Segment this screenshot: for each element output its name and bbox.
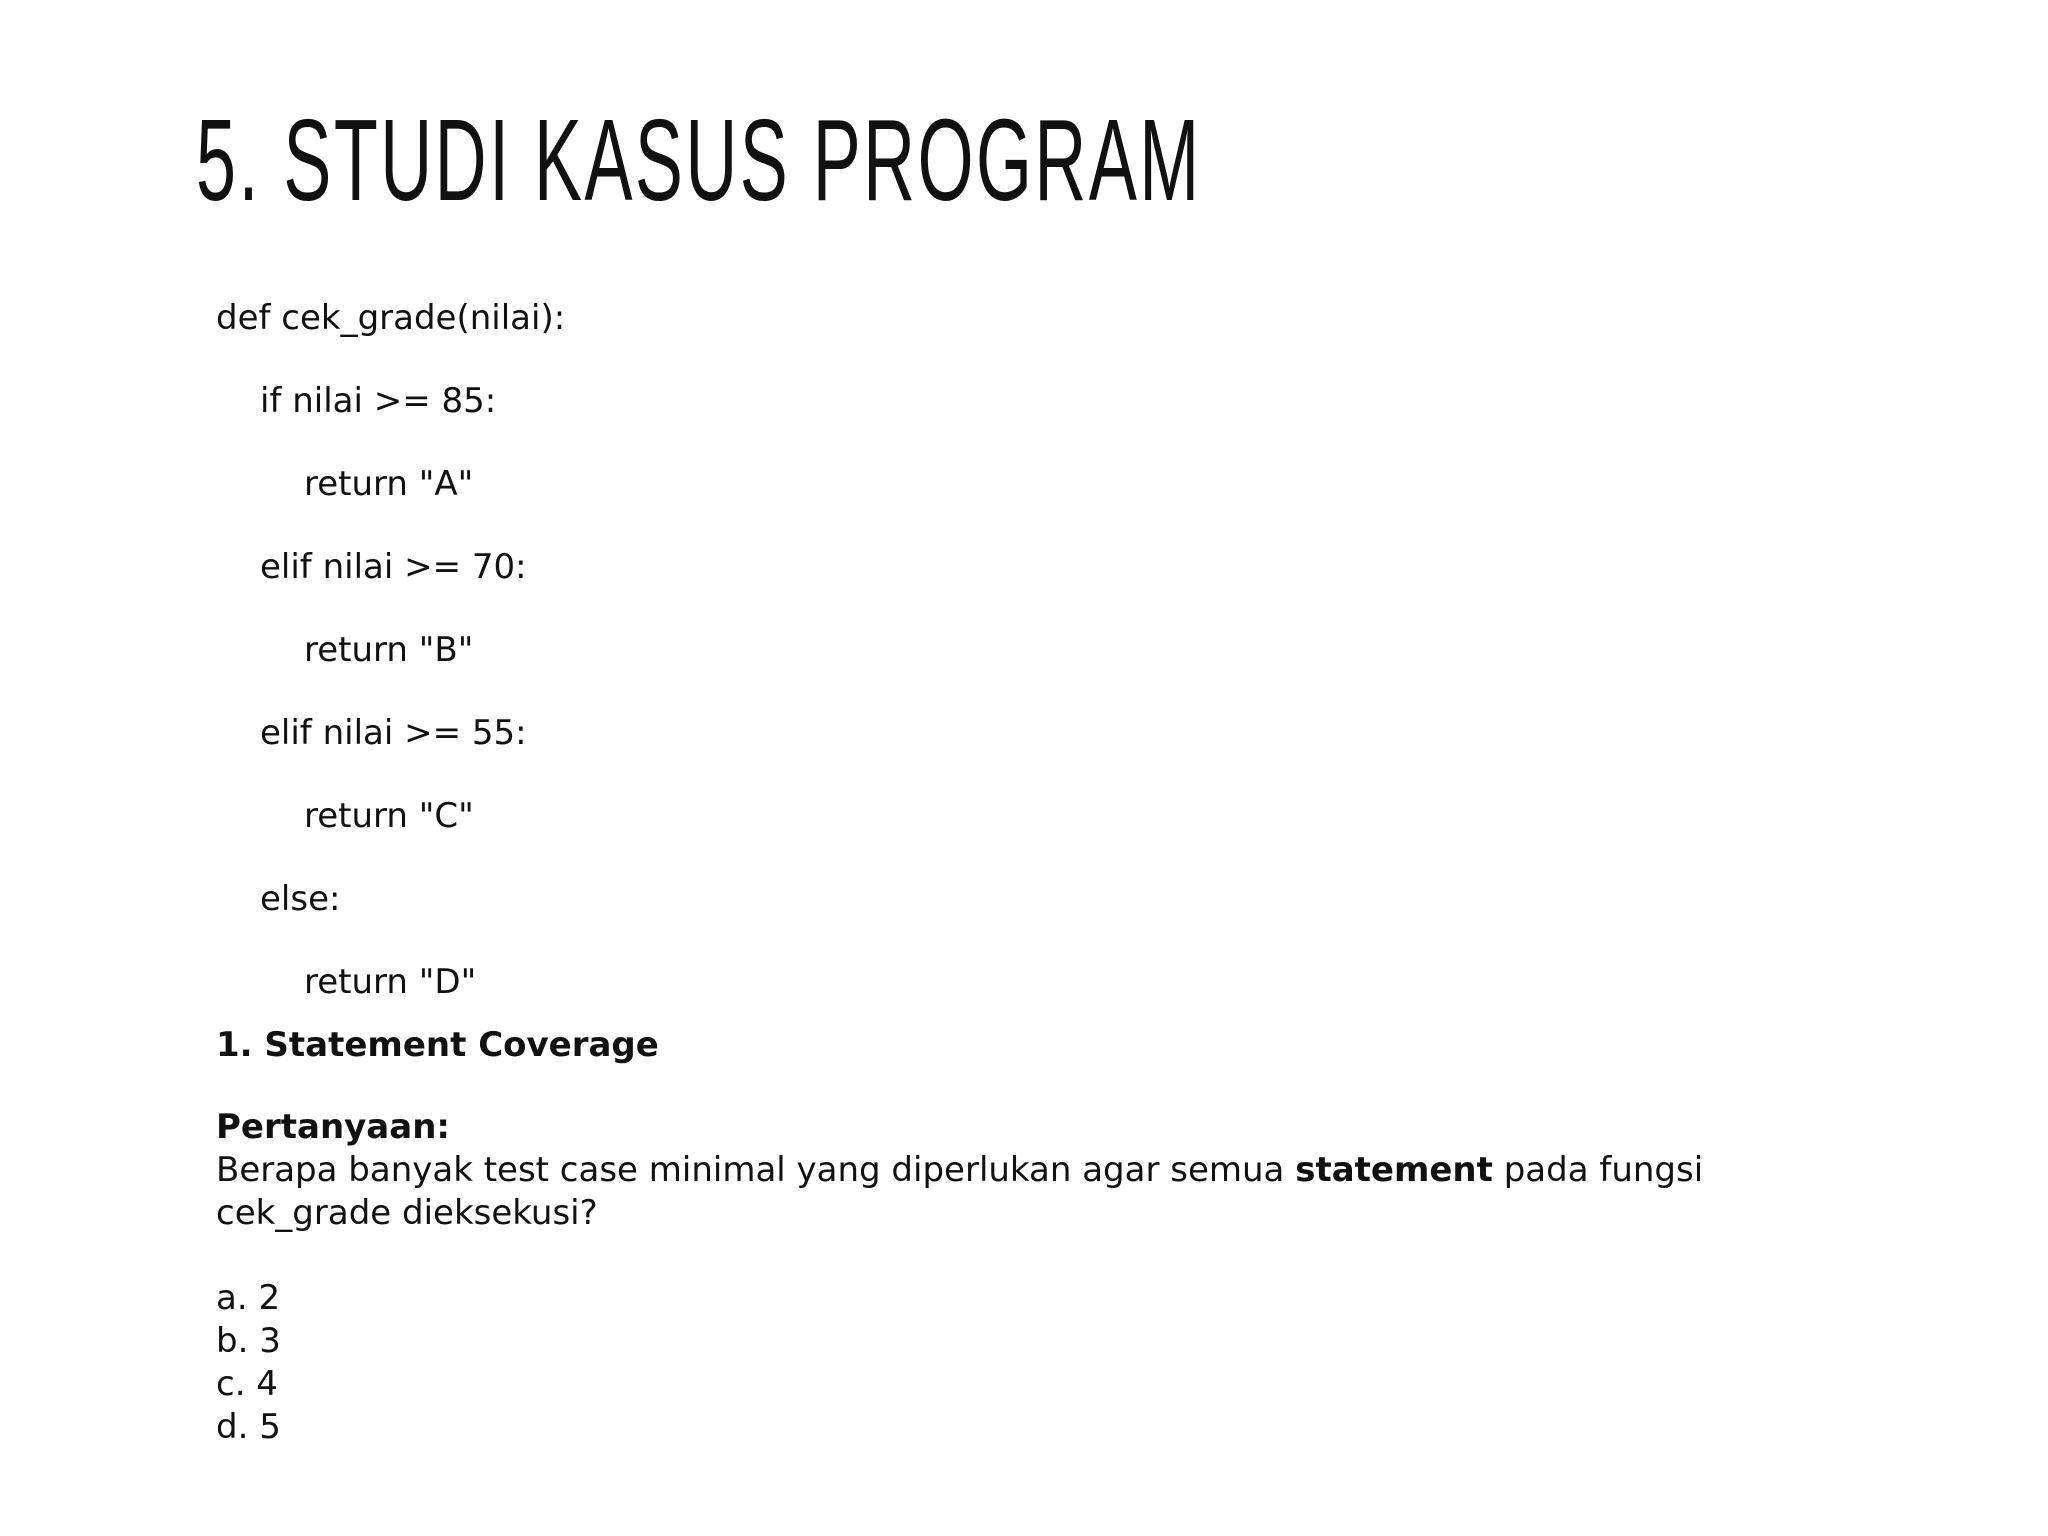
code-line-7: return "C" [304,796,474,836]
code-line-5: return "B" [304,630,474,670]
code-line-6: elif nilai >= 55: [260,713,527,753]
code-line-4: elif nilai >= 70: [260,547,527,587]
slide-content [216,296,1836,1449]
question-label: Pertanyaan: [216,1107,450,1147]
section-heading: 1. Statement Coverage [216,1025,659,1065]
question-emphasis: statement [1295,1150,1493,1190]
slide-title: 5. STUDI KASUS PROGRAM [196,95,1202,225]
question-text [216,1149,1836,1235]
spacer [216,1067,1836,1105]
code-line-2: if nilai >= 85: [260,381,497,421]
code-block [216,296,1836,1004]
code-line-8: else: [260,879,341,919]
question-text-after: pada fungsi cek_grade dieksekusi? [216,1150,1704,1233]
spacer [216,1235,1836,1277]
option-a: a. 2 [216,1278,281,1318]
option-c: c. 4 [216,1364,278,1404]
code-line-9: return "D" [304,962,477,1002]
option-b: b. 3 [216,1321,281,1361]
question-text-before: Berapa banyak test case minimal yang diperlukan agar semua [216,1150,1296,1190]
option-d: d. 5 [216,1407,281,1447]
code-line-3: return "A" [304,464,474,504]
answer-options [216,1277,1836,1449]
code-line-1: def cek_grade(nilai): [216,298,566,338]
